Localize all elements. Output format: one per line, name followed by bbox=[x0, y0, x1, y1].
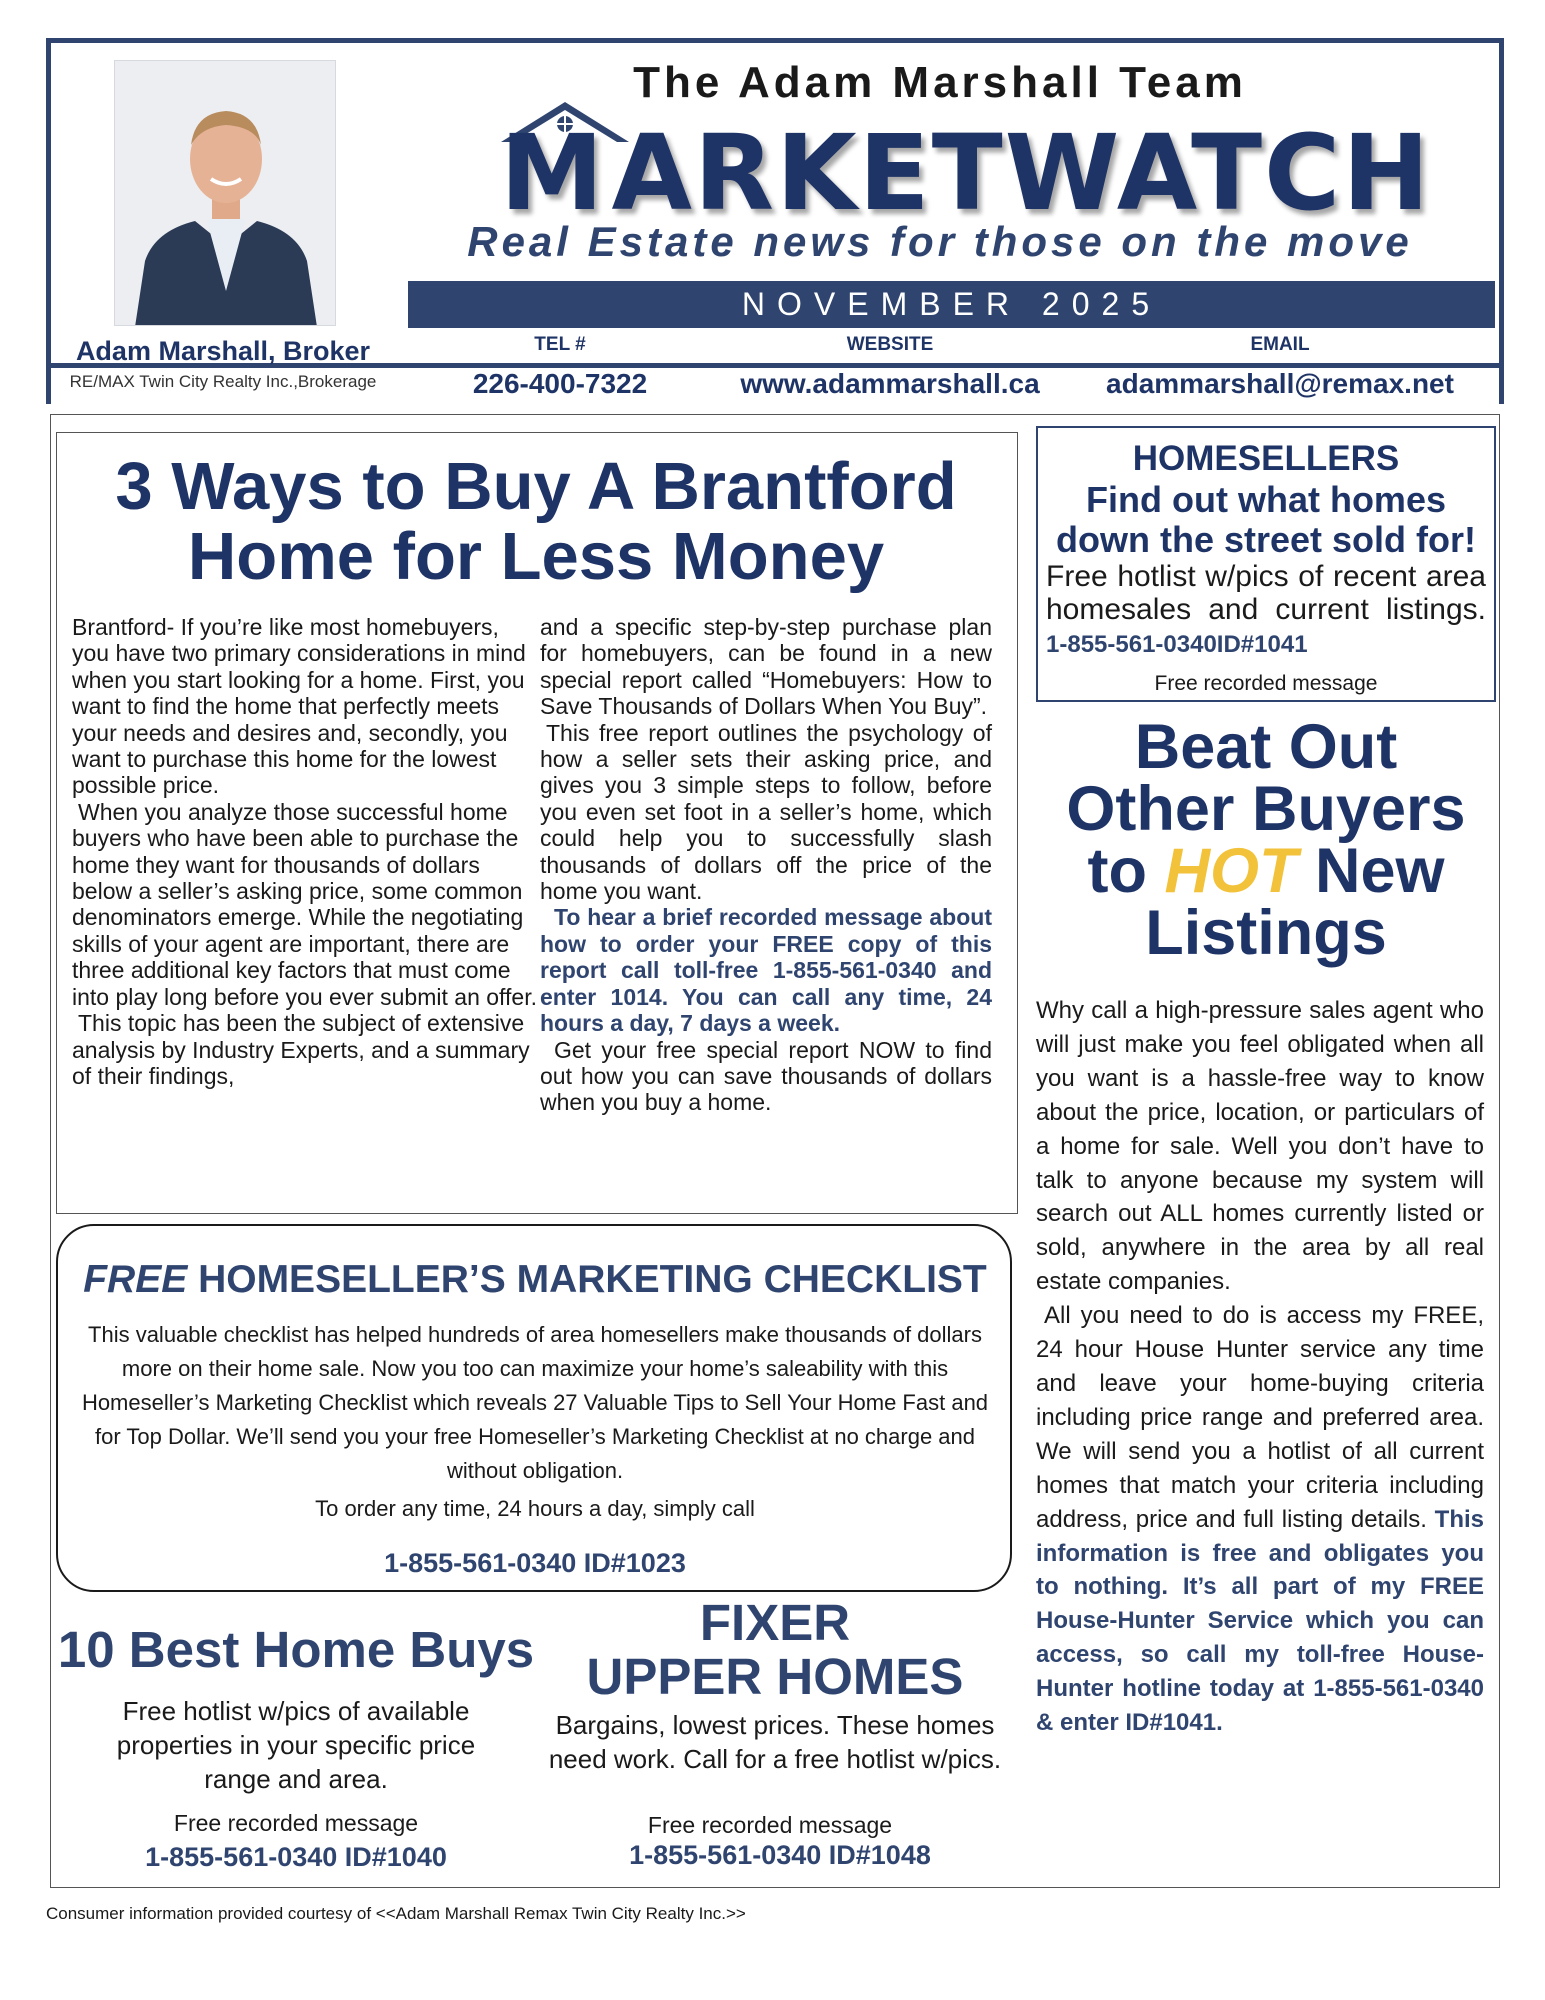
best-buys-text: Free hotlist w/pics of available properties in your specific price range and area. bbox=[116, 1696, 476, 1794]
agent-photo bbox=[114, 60, 336, 326]
beat-paragraph: Why call a high-pressure sales agent who will just make you feel obligated when all you want is a hassle-free way to know about the price, location, or particulars of a home for sale. Well you don’t have to talk to anyone because my system will search out ALL homes currently listed or sold, anywhere in the area by all real estate companies. bbox=[1036, 997, 1484, 1296]
contact-email bbox=[1100, 334, 1460, 400]
fixer-text: Bargains, lowest prices. These homes need work. Call for a free hotlist w/pics. bbox=[548, 1710, 1002, 1774]
agent-portrait-icon bbox=[115, 61, 336, 326]
article-column-right bbox=[540, 614, 992, 1116]
email-label: EMAIL bbox=[1250, 334, 1310, 355]
fixer-note: Free recorded message bbox=[647, 1812, 893, 1838]
homesellers-phone[interactable]: 1-855-561-0340ID#1041 bbox=[1046, 631, 1308, 658]
tagline: Real Estate news for those on the move bbox=[467, 218, 1413, 265]
agent-brokerage: RE/MAX Twin City Realty Inc.,Brokerage bbox=[69, 372, 377, 391]
checklist-heading-free: FREE bbox=[83, 1258, 188, 1301]
issue-date: NOVEMBER 2025 bbox=[408, 281, 1495, 328]
homesellers-subheading bbox=[1040, 480, 1492, 560]
team-title: The Adam Marshall Team bbox=[633, 58, 1247, 107]
best-buys-heading: 10 Best Home Buys bbox=[57, 1621, 535, 1678]
best-buys-phone[interactable]: 1-855-561-0340 ID#1040 bbox=[145, 1842, 447, 1872]
homesellers-sub-line2: down the street sold for! bbox=[1055, 519, 1476, 560]
beat-body bbox=[1036, 994, 1484, 1740]
beat-line3 bbox=[1036, 836, 1496, 906]
article-cta: To hear a brief recorded message about how to order your FREE copy of this report call toll-free 1-855-561-0340 and enter 1014. You can call any time, 24 hours a day, 7 days a week. bbox=[540, 904, 992, 1037]
fixer-heading bbox=[540, 1596, 1010, 1704]
checklist-phone[interactable]: 1-855-561-0340 ID#1023 bbox=[384, 1548, 686, 1578]
marketwatch-logo bbox=[500, 112, 1432, 234]
fixer-heading-line2: UPPER HOMES bbox=[586, 1648, 964, 1705]
hot-word: HOT bbox=[1164, 836, 1298, 906]
logo-rest: ARKETWATCH bbox=[611, 112, 1432, 234]
fixer-phone[interactable]: 1-855-561-0340 ID#1048 bbox=[629, 1840, 931, 1870]
tel-value[interactable]: 226-400-7322 bbox=[472, 368, 648, 399]
checklist-heading bbox=[70, 1258, 1000, 1302]
email-link[interactable]: adammarshall@remax.net bbox=[1106, 368, 1454, 399]
beat-line1: Beat Out bbox=[1134, 712, 1398, 782]
homesellers-text bbox=[1046, 560, 1486, 661]
article-title-line2: Home for Less Money bbox=[187, 519, 885, 594]
checklist-body: This valuable checklist has helped hundreds of area homesellers make thousands of dollars more on their home sale. Now you too can maximize your home’s saleability with this Homeseller’s Marketing Checklist which reveals 27 Valuable Tips to Sell Your Home Fast and for Top Dollar. We’ll send you your free Homeseller’s Marketing Checklist at no charge and without obligation. bbox=[81, 1322, 989, 1483]
checklist-heading-rest: HOMESELLER’S MARKETING CHECKLIST bbox=[187, 1258, 987, 1301]
tel-label: TEL # bbox=[534, 334, 586, 355]
beat-line3-post: New bbox=[1297, 836, 1445, 906]
beat-line3-pre: to bbox=[1087, 836, 1165, 906]
article-title-line1: 3 Ways to Buy A Brantford bbox=[115, 449, 957, 524]
beat-p2-text: All you need to do is access my FREE, 24 hour House Hunter service any time and leave your home-buying criteria including price range and preferred area. We will send you a hotlist of all current homes that match your criteria including address, price and full listing details. bbox=[1036, 1302, 1484, 1533]
contact-tel bbox=[440, 334, 680, 400]
beat-line4: Listings bbox=[1145, 898, 1387, 968]
article-paragraph: This topic has been the subject of extensive analysis by Industry Experts, and a summary of their findings, bbox=[72, 1010, 530, 1089]
fixer-heading-line1: FIXER bbox=[699, 1594, 851, 1651]
contact-website bbox=[740, 334, 1040, 400]
beat-heading bbox=[1036, 712, 1496, 968]
beat-paragraph bbox=[1036, 1299, 1484, 1740]
article-paragraph: When you analyze those successful home buyers who have been able to purchase the home they want for thousands of dollars below a seller’s asking price, some common denominators emerge. While the negotiating skills of your agent are important, there are three additional key factors that must come into play long before you ever submit an offer. bbox=[72, 798, 537, 1010]
article-paragraph: Brantford- If you’re like most homebuyers, you have two primary considerations in mind when you start looking for a home. First, you want to find the home that perfectly meets your needs and desires and, secondly, you want to purchase this home for the lowest possible price. bbox=[72, 614, 526, 799]
homesellers-note: Free recorded message bbox=[1154, 672, 1378, 695]
website-link[interactable]: www.adammarshall.ca bbox=[740, 368, 1040, 399]
footer-note: Consumer information provided courtesy of <<Adam Marshall Remax Twin City Realty Inc.>> bbox=[46, 1904, 746, 1923]
article-column-left bbox=[72, 614, 540, 1089]
homesellers-sub-line1: Find out what homes bbox=[1086, 479, 1446, 520]
best-buys-note: Free recorded message bbox=[173, 1810, 419, 1836]
agent-name: Adam Marshall, Broker bbox=[75, 336, 371, 366]
article-paragraph: and a specific step-by-step purchase plan for homebuyers, can be found in a new special report called “Homebuyers: How to Save Thousands of Dollars When You Buy”. bbox=[540, 614, 992, 720]
website-label: WEBSITE bbox=[846, 334, 934, 355]
beat-line2: Other Buyers bbox=[1066, 774, 1466, 844]
article-paragraph: This free report outlines the psychology of how a seller sets their asking price, and gives you 3 simple steps to follow, before you even set foot in a seller’s home, which could help you to successfully slash thousands of dollars off the price of the home you want. bbox=[540, 719, 992, 905]
checklist-call-text: To order any time, 24 hours a day, simply call bbox=[315, 1496, 755, 1521]
homesellers-description: Free hotlist w/pics of recent area homesales and current listings. bbox=[1046, 560, 1486, 626]
beat-cta: This information is free and obligates you to nothing. It’s all part of my FREE House-Hunter Service which you can access, so call my toll-free House-Hunter hotline today at 1-855-561-0340 & enter ID#1041. bbox=[1036, 1505, 1484, 1737]
logo-m: M bbox=[500, 112, 606, 234]
article-title bbox=[66, 449, 1006, 594]
article-paragraph: Get your free special report NOW to find out how you can save thousands of dollars when you buy a home. bbox=[540, 1036, 992, 1116]
homesellers-heading: HOMESELLERS bbox=[1132, 439, 1400, 478]
